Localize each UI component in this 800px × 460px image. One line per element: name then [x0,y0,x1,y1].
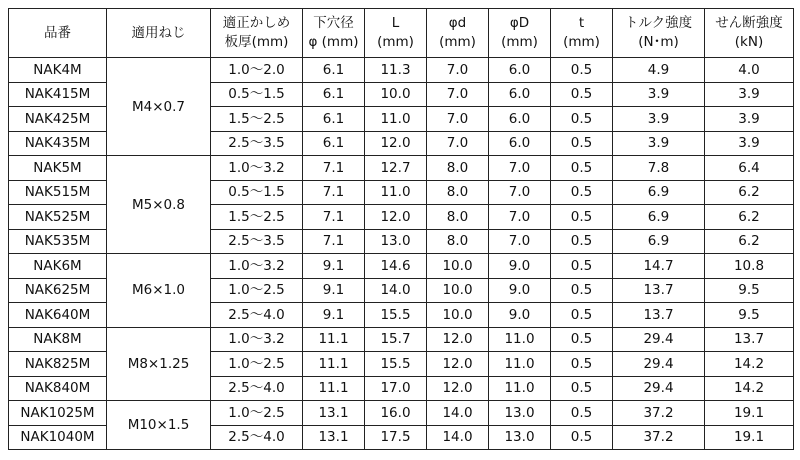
cell-flange-diameter-d: 12.0 [427,376,489,401]
cell-torque-strength: 3.9 [613,131,705,156]
cell-body-diameter-D: 6.0 [489,107,551,132]
cell-length: 16.0 [365,401,427,426]
cell-torque-strength: 37.2 [613,425,705,450]
cell-part-number: NAK825M [9,352,107,377]
cell-grip-range: 1.0～3.2 [211,327,303,352]
header-line: (mm) [439,34,476,50]
cell-shear-strength: 6.4 [705,156,794,181]
cell-part-number: NAK425M [9,107,107,132]
cell-flange-diameter-d: 8.0 [427,205,489,230]
cell-length: 12.0 [365,131,427,156]
rivet-nut-spec-table [8,8,794,450]
cell-hole-diameter: 11.1 [303,352,365,377]
cell-body-diameter-D: 13.0 [489,425,551,450]
cell-part-number: NAK435M [9,131,107,156]
cell-part-number: NAK1025M [9,401,107,426]
cell-flange-diameter-d: 12.0 [427,327,489,352]
cell-hole-diameter: 7.1 [303,205,365,230]
cell-length: 10.0 [365,82,427,107]
cell-length: 11.0 [365,180,427,205]
cell-shear-strength: 14.2 [705,376,794,401]
header-line: (mm) [377,34,414,50]
cell-length: 14.0 [365,278,427,303]
cell-part-number: NAK8M [9,327,107,352]
cell-hole-diameter: 11.1 [303,376,365,401]
header-flange-thickness [551,9,613,58]
cell-hole-diameter: 7.1 [303,156,365,181]
table-body [9,58,794,450]
cell-length: 14.6 [365,254,427,279]
cell-shear-strength: 10.8 [705,254,794,279]
header-line: φd [448,15,467,31]
cell-torque-strength: 3.9 [613,107,705,132]
cell-hole-diameter: 7.1 [303,229,365,254]
header-line: φ (mm) [308,34,359,50]
cell-flange-diameter-d: 14.0 [427,401,489,426]
cell-part-number: NAK625M [9,278,107,303]
cell-flange-thickness: 0.5 [551,376,613,401]
cell-torque-strength: 6.9 [613,205,705,230]
header-line: 品番 [44,24,71,41]
cell-flange-diameter-d: 10.0 [427,278,489,303]
cell-hole-diameter: 9.1 [303,303,365,328]
cell-flange-diameter-d: 12.0 [427,352,489,377]
header-line: (N･m) [638,34,679,50]
cell-shear-strength: 19.1 [705,401,794,426]
cell-hole-diameter: 9.1 [303,254,365,279]
cell-part-number: NAK515M [9,180,107,205]
cell-applicable-thread: M4×0.7 [107,58,211,156]
cell-flange-diameter-d: 8.0 [427,229,489,254]
cell-flange-diameter-d: 10.0 [427,303,489,328]
cell-hole-diameter: 11.1 [303,327,365,352]
cell-flange-diameter-d: 8.0 [427,180,489,205]
cell-body-diameter-D: 11.0 [489,352,551,377]
cell-flange-thickness: 0.5 [551,425,613,450]
cell-grip-range: 1.0～2.0 [211,58,303,83]
cell-shear-strength: 13.7 [705,327,794,352]
header-line: (kN) [734,34,764,50]
cell-length: 12.7 [365,156,427,181]
cell-body-diameter-D: 7.0 [489,229,551,254]
cell-part-number: NAK525M [9,205,107,230]
cell-flange-diameter-d: 7.0 [427,82,489,107]
header-grip-range [211,9,303,58]
cell-body-diameter-D: 6.0 [489,58,551,83]
cell-grip-range: 2.5～3.5 [211,131,303,156]
cell-hole-diameter: 9.1 [303,278,365,303]
cell-part-number: NAK415M [9,82,107,107]
cell-shear-strength: 3.9 [705,107,794,132]
cell-applicable-thread: M8×1.25 [107,327,211,401]
header-line: t [578,15,585,31]
cell-hole-diameter: 13.1 [303,401,365,426]
cell-body-diameter-D: 7.0 [489,156,551,181]
cell-shear-strength: 3.9 [705,131,794,156]
cell-torque-strength: 7.8 [613,156,705,181]
cell-part-number: NAK535M [9,229,107,254]
cell-shear-strength: 6.2 [705,180,794,205]
cell-applicable-thread: M5×0.8 [107,156,211,254]
header-body-diameter-D [489,9,551,58]
header-applicable-thread [107,9,211,58]
cell-hole-diameter: 7.1 [303,180,365,205]
header-line: φD [509,15,530,31]
header-line: せん断強度 [715,15,783,31]
cell-body-diameter-D: 11.0 [489,327,551,352]
table-header-row [9,9,794,58]
header-flange-diameter-d [427,9,489,58]
cell-torque-strength: 14.7 [613,254,705,279]
cell-grip-range: 2.5～3.5 [211,229,303,254]
cell-flange-thickness: 0.5 [551,107,613,132]
header-shear-strength [705,9,794,58]
cell-flange-thickness: 0.5 [551,156,613,181]
cell-torque-strength: 6.9 [613,229,705,254]
cell-length: 15.5 [365,352,427,377]
header-line: 適正かしめ [222,15,291,31]
cell-part-number: NAK5M [9,156,107,181]
table-row [9,327,794,352]
cell-shear-strength: 19.1 [705,425,794,450]
header-line: 板厚(mm) [224,34,289,50]
cell-hole-diameter: 6.1 [303,82,365,107]
cell-grip-range: 1.0～2.5 [211,401,303,426]
cell-flange-thickness: 0.5 [551,229,613,254]
cell-shear-strength: 14.2 [705,352,794,377]
cell-length: 17.5 [365,425,427,450]
cell-flange-thickness: 0.5 [551,352,613,377]
cell-flange-diameter-d: 10.0 [427,254,489,279]
header-line: 適用ねじ [131,24,186,41]
cell-hole-diameter: 6.1 [303,131,365,156]
cell-torque-strength: 29.4 [613,376,705,401]
header-line: トルク強度 [624,15,693,31]
cell-length: 15.5 [365,303,427,328]
cell-grip-range: 1.5～2.5 [211,107,303,132]
cell-torque-strength: 13.7 [613,303,705,328]
header-torque-strength [613,9,705,58]
cell-body-diameter-D: 11.0 [489,376,551,401]
cell-flange-diameter-d: 7.0 [427,107,489,132]
cell-torque-strength: 37.2 [613,401,705,426]
cell-body-diameter-D: 13.0 [489,401,551,426]
cell-flange-thickness: 0.5 [551,180,613,205]
cell-length: 17.0 [365,376,427,401]
cell-grip-range: 1.5～2.5 [211,205,303,230]
cell-length: 12.0 [365,205,427,230]
cell-grip-range: 1.0～3.2 [211,156,303,181]
cell-hole-diameter: 6.1 [303,58,365,83]
cell-flange-thickness: 0.5 [551,131,613,156]
header-line: (mm) [563,34,600,50]
cell-flange-thickness: 0.5 [551,205,613,230]
cell-body-diameter-D: 9.0 [489,254,551,279]
header-line: L [391,15,400,31]
cell-shear-strength: 4.0 [705,58,794,83]
header-part-number [9,9,107,58]
cell-torque-strength: 4.9 [613,58,705,83]
cell-grip-range: 0.5～1.5 [211,82,303,107]
cell-torque-strength: 13.7 [613,278,705,303]
cell-length: 11.3 [365,58,427,83]
cell-grip-range: 1.0～2.5 [211,352,303,377]
cell-shear-strength: 6.2 [705,229,794,254]
cell-flange-thickness: 0.5 [551,82,613,107]
cell-shear-strength: 3.9 [705,82,794,107]
cell-flange-thickness: 0.5 [551,58,613,83]
cell-flange-thickness: 0.5 [551,401,613,426]
cell-grip-range: 0.5～1.5 [211,180,303,205]
cell-flange-diameter-d: 7.0 [427,58,489,83]
cell-shear-strength: 6.2 [705,205,794,230]
header-hole-diameter [303,9,365,58]
cell-applicable-thread: M6×1.0 [107,254,211,328]
cell-shear-strength: 9.5 [705,303,794,328]
table-row [9,401,794,426]
table-row [9,156,794,181]
spec-table-container [8,8,793,450]
cell-part-number: NAK6M [9,254,107,279]
cell-flange-thickness: 0.5 [551,303,613,328]
table-row [9,58,794,83]
cell-hole-diameter: 6.1 [303,107,365,132]
cell-body-diameter-D: 9.0 [489,303,551,328]
cell-grip-range: 1.0～3.2 [211,254,303,279]
header-line: (mm) [501,34,538,50]
cell-torque-strength: 29.4 [613,352,705,377]
cell-flange-diameter-d: 14.0 [427,425,489,450]
cell-body-diameter-D: 7.0 [489,180,551,205]
cell-length: 15.7 [365,327,427,352]
cell-grip-range: 2.5～4.0 [211,376,303,401]
cell-hole-diameter: 13.1 [303,425,365,450]
cell-flange-thickness: 0.5 [551,254,613,279]
cell-part-number: NAK640M [9,303,107,328]
cell-grip-range: 1.0～2.5 [211,278,303,303]
cell-shear-strength: 9.5 [705,278,794,303]
cell-flange-diameter-d: 7.0 [427,131,489,156]
cell-body-diameter-D: 6.0 [489,82,551,107]
cell-torque-strength: 29.4 [613,327,705,352]
cell-applicable-thread: M10×1.5 [107,401,211,450]
cell-part-number: NAK1040M [9,425,107,450]
header-length [365,9,427,58]
cell-flange-thickness: 0.5 [551,278,613,303]
header-line: 下穴径 [313,15,354,31]
cell-grip-range: 2.5～4.0 [211,303,303,328]
cell-flange-diameter-d: 8.0 [427,156,489,181]
cell-part-number: NAK4M [9,58,107,83]
cell-torque-strength: 3.9 [613,82,705,107]
table-row [9,254,794,279]
cell-torque-strength: 6.9 [613,180,705,205]
cell-length: 13.0 [365,229,427,254]
cell-grip-range: 2.5～4.0 [211,425,303,450]
cell-body-diameter-D: 6.0 [489,131,551,156]
cell-part-number: NAK840M [9,376,107,401]
cell-body-diameter-D: 9.0 [489,278,551,303]
cell-length: 11.0 [365,107,427,132]
cell-flange-thickness: 0.5 [551,327,613,352]
cell-body-diameter-D: 7.0 [489,205,551,230]
